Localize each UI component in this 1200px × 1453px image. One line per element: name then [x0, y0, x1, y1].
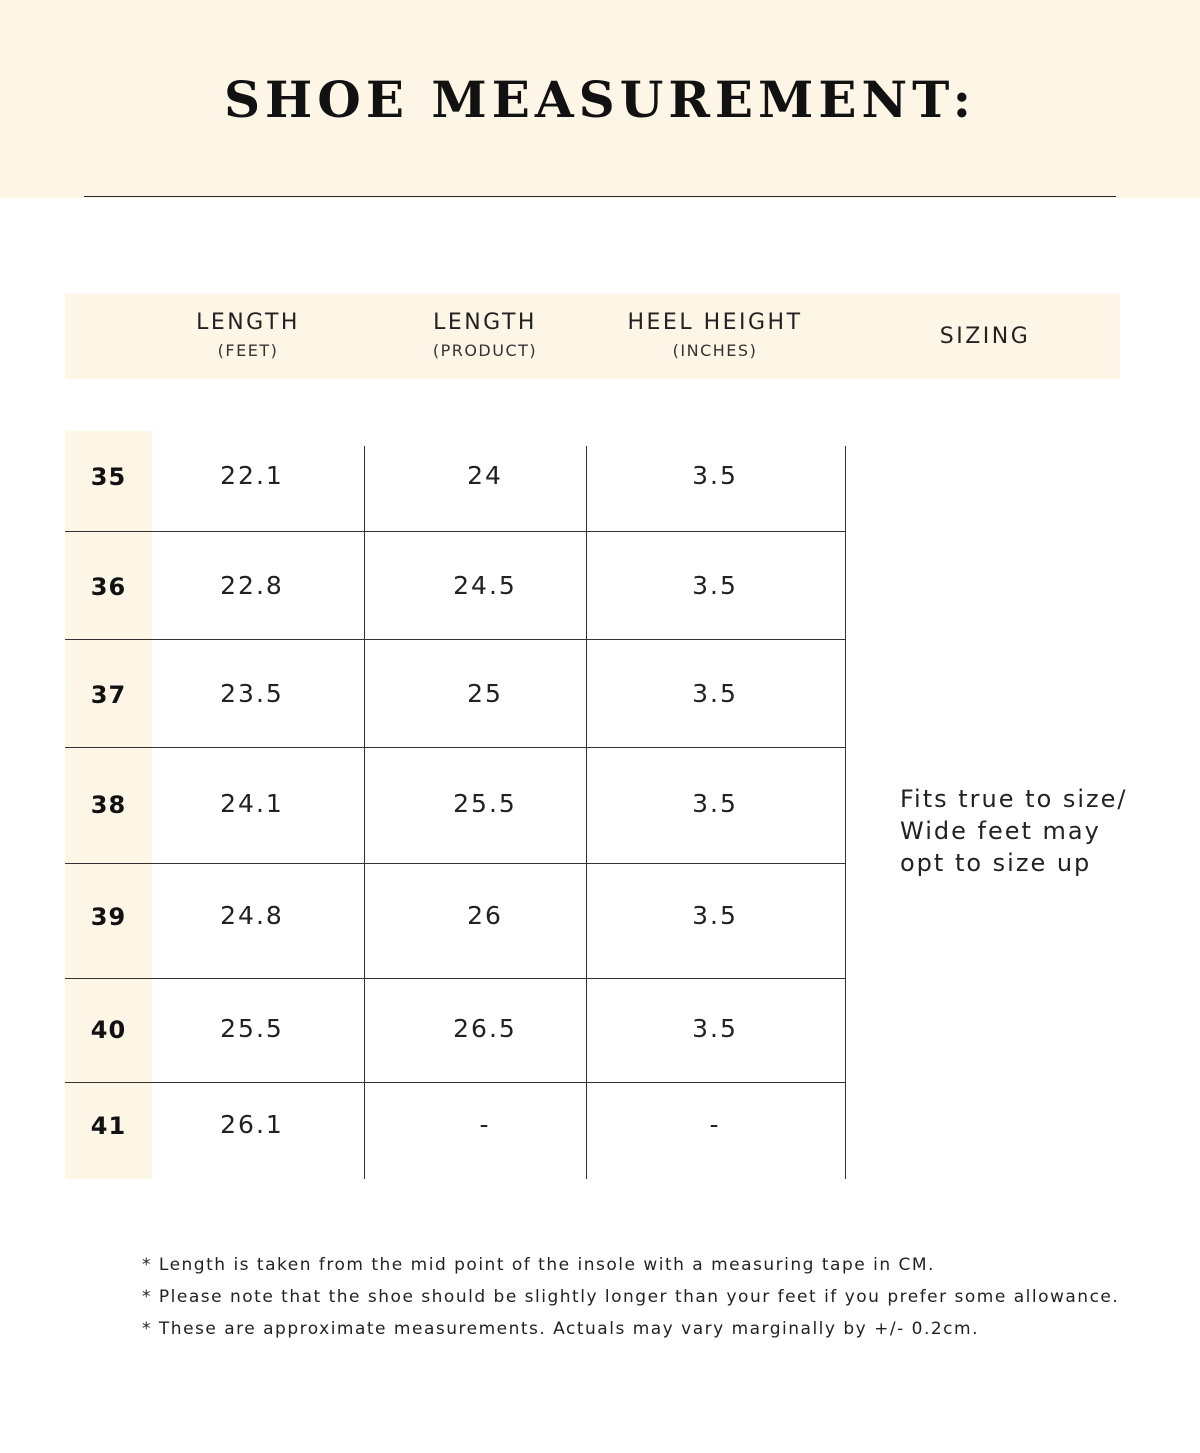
page-title: SHOE MEASUREMENT: [223, 70, 977, 129]
sizing-note [900, 783, 1180, 879]
cell-heel: 3.5 [692, 1014, 738, 1043]
cell-feet: 24.8 [220, 901, 284, 930]
header-length-feet [148, 310, 348, 395]
footnote: * Length is taken from the mid point of the insole with a measuring tape in CM. [142, 1255, 935, 1275]
size-label: 38 [90, 791, 127, 819]
cell-feet: 26.1 [220, 1110, 284, 1139]
column-divider [586, 446, 587, 1179]
footnotes [142, 1253, 1119, 1349]
header-length-feet-label: LENGTH [196, 310, 300, 335]
sizing-note-line: Wide feet may [900, 817, 1101, 845]
column-divider [364, 446, 365, 1179]
footnote: * These are approximate measurements. Actuals may vary marginally by +/- 0.2cm. [142, 1319, 979, 1339]
row-divider [65, 1082, 845, 1083]
size-label: 35 [90, 463, 127, 491]
sizing-note-line: Fits true to size/ [900, 785, 1128, 813]
row-divider [65, 639, 845, 640]
row-divider [65, 978, 845, 979]
header-sizing [885, 324, 1085, 409]
cell-product: 26.5 [453, 1014, 517, 1043]
row-divider [65, 863, 845, 864]
size-label: 37 [90, 681, 127, 709]
cell-product: 24.5 [453, 571, 517, 600]
header-sizing-label: SIZING [939, 324, 1031, 349]
cell-feet: 22.1 [220, 461, 284, 490]
header-length-product-label: LENGTH [433, 310, 537, 335]
cell-feet: 24.1 [220, 789, 284, 818]
header-heel-height-label: HEEL HEIGHT [627, 310, 803, 335]
row-divider [65, 531, 845, 532]
sizing-note-line: opt to size up [900, 849, 1092, 877]
cell-product: - [479, 1110, 491, 1139]
row-divider [65, 747, 845, 748]
cell-product: 25.5 [453, 789, 517, 818]
cell-heel: 3.5 [692, 901, 738, 930]
cell-heel: 3.5 [692, 571, 738, 600]
cell-heel: 3.5 [692, 679, 738, 708]
cell-product: 26 [467, 901, 503, 930]
cell-feet: 25.5 [220, 1014, 284, 1043]
header-length-feet-unit: (FEET) [217, 341, 279, 360]
cell-feet: 23.5 [220, 679, 284, 708]
column-divider [845, 446, 846, 1179]
header-heel-height [600, 310, 830, 395]
cell-heel: 3.5 [692, 789, 738, 818]
size-label: 40 [90, 1016, 127, 1044]
size-label: 39 [90, 903, 127, 931]
size-label: 41 [90, 1112, 127, 1140]
header-heel-height-unit: (INCHES) [672, 341, 758, 360]
header-length-product [385, 310, 585, 395]
cell-product: 25 [467, 679, 503, 708]
cell-heel: - [709, 1110, 721, 1139]
size-label: 36 [90, 573, 127, 601]
footnote: * Please note that the shoe should be slightly longer than your feet if you prefer some allowance. [142, 1287, 1120, 1307]
cell-product: 24 [467, 461, 503, 490]
header-length-product-unit: (PRODUCT) [432, 341, 538, 360]
title-divider [84, 196, 1116, 197]
cell-feet: 22.8 [220, 571, 284, 600]
cell-heel: 3.5 [692, 461, 738, 490]
